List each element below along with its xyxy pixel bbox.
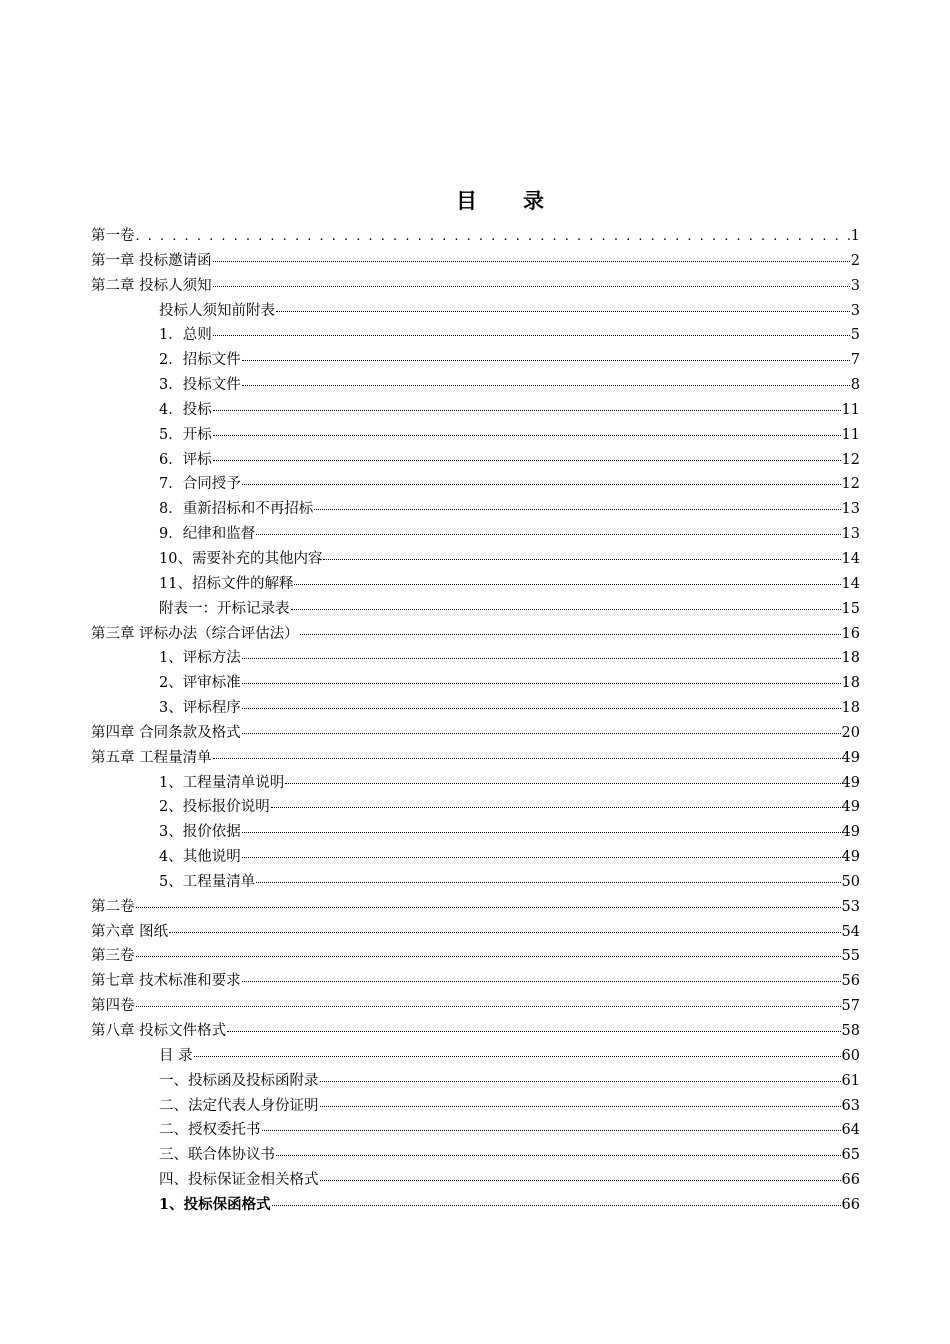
toc-dot-leader: [285, 783, 840, 784]
toc-entry-label: 第二卷: [91, 898, 135, 915]
toc-entry-label: 二、法定代表人身份证明: [159, 1097, 319, 1114]
toc-entry[interactable]: [91, 448, 860, 473]
toc-entry-label: 第八章 投标文件格式: [91, 1023, 227, 1039]
toc-entry-label: 1、投标保函格式: [159, 1195, 271, 1213]
toc-entry[interactable]: [91, 870, 860, 895]
toc-entry[interactable]: [91, 348, 860, 373]
toc-dot-leader: [320, 1180, 841, 1181]
toc-entry-label: 4、其他说明: [159, 849, 241, 866]
toc-dot-leader: [242, 857, 841, 858]
toc-entry-label: 3、报价依据: [159, 824, 241, 841]
toc-entry-label: 第一卷: [91, 228, 135, 244]
toc-dot-leader: [213, 261, 850, 262]
toc-entry[interactable]: [91, 994, 860, 1019]
toc-entry-label: 第三章 评标办法（综合评估法）: [91, 625, 299, 642]
toc-entry[interactable]: [91, 572, 860, 597]
toc-dot-leader: [194, 1056, 841, 1057]
toc-dot-leader: [272, 1205, 841, 1206]
toc-dot-leader: [136, 956, 841, 957]
toc-entry-label: 第二章 投标人须知: [91, 277, 212, 294]
toc-entry-label: 第三卷: [91, 948, 135, 965]
toc-dot-leader: [256, 882, 840, 883]
toc-dot-leader: [213, 335, 850, 336]
toc-entry-page-number: 1: [850, 228, 860, 244]
toc-dot-leader: [294, 584, 840, 585]
toc-entry-label: 3、评标程序: [159, 700, 241, 717]
toc-dot-leader: [242, 658, 841, 659]
toc-entry[interactable]: [91, 224, 860, 249]
toc-entry-label: 二、授权委托书: [159, 1122, 261, 1139]
toc-entry-page-number: 13: [841, 526, 860, 543]
toc-entry-page-number: 3: [850, 302, 860, 319]
toc-entry-page-number: 60: [841, 1047, 860, 1064]
toc-entry-page-number: 50: [841, 873, 860, 890]
toc-entry-page-number: 18: [841, 675, 860, 692]
toc-entry[interactable]: [91, 944, 860, 969]
toc-entry-label: 3．投标文件: [159, 377, 241, 394]
toc-entry-page-number: 49: [841, 824, 860, 841]
toc-entry[interactable]: [91, 746, 860, 771]
toc-entry-page-number: 66: [841, 1172, 860, 1189]
toc-dot-leader: [291, 609, 841, 610]
toc-dot-leader: [213, 286, 850, 287]
toc-entry-page-number: 5: [850, 327, 860, 344]
toc-entry[interactable]: [91, 398, 860, 423]
toc-entry-page-number: 12: [841, 451, 860, 468]
toc-dot-leader: [227, 1031, 840, 1032]
page-title: [0, 185, 950, 215]
toc-entry-label: 第五章 工程量清单: [91, 749, 212, 766]
toc-entry[interactable]: [91, 920, 860, 945]
toc-dot-leader: [136, 225, 850, 250]
toc-entry-page-number: 8: [850, 377, 860, 394]
toc-entry-label: 2、投标报价说明: [159, 799, 270, 816]
toc-entry[interactable]: [91, 1094, 860, 1119]
toc-entry-page-number: 15: [841, 600, 860, 617]
toc-entry-label: 8．重新招标和不再招标: [159, 501, 314, 518]
toc-entry-page-number: 12: [841, 476, 860, 493]
toc-entry-label: 三、联合体协议书: [159, 1147, 275, 1164]
toc-entry[interactable]: [91, 497, 860, 522]
toc-entry-page-number: 49: [841, 749, 860, 766]
toc-dot-leader: [271, 807, 841, 808]
toc-dot-leader: [320, 1081, 841, 1082]
toc-entry-page-number: 13: [841, 501, 860, 518]
toc-entry-page-number: 65: [841, 1147, 860, 1164]
toc-entry-page-number: 11: [841, 401, 860, 418]
table-of-contents: [91, 224, 860, 1218]
toc-dot-leader: [136, 907, 841, 908]
toc-entry-page-number: 57: [841, 998, 860, 1015]
toc-entry-label: 第一章 投标邀请函: [91, 252, 212, 269]
title-char-2: 录: [523, 189, 544, 213]
toc-dot-leader: [242, 385, 850, 386]
toc-entry[interactable]: [91, 547, 860, 572]
toc-entry-page-number: 49: [841, 774, 860, 791]
toc-entry[interactable]: [91, 895, 860, 920]
toc-entry-label: 附表一：开标记录表: [159, 600, 290, 617]
toc-dot-leader: [320, 1106, 841, 1107]
toc-entry[interactable]: [91, 1069, 860, 1094]
toc-entry-label: 第七章 技术标准和要求: [91, 973, 241, 990]
toc-entry-page-number: 61: [841, 1072, 860, 1089]
toc-entry-label: 第四卷: [91, 998, 135, 1015]
toc-entry[interactable]: [91, 1118, 860, 1143]
title-char-1: 目: [456, 189, 477, 213]
toc-entry-page-number: 56: [841, 973, 860, 990]
toc-entry-page-number: 53: [841, 898, 860, 915]
toc-entry-page-number: 20: [841, 724, 860, 741]
toc-entry-page-number: 7: [850, 352, 860, 369]
toc-dot-leader: [276, 311, 850, 312]
toc-entry-label: 1、工程量清单说明: [159, 774, 285, 791]
toc-entry-page-number: 14: [841, 575, 860, 592]
toc-dot-leader: [169, 932, 840, 933]
toc-entry[interactable]: [91, 323, 860, 348]
toc-dot-leader: [242, 683, 841, 684]
toc-entry-page-number: 11: [841, 426, 860, 443]
toc-entry-label: 11、招标文件的解释: [159, 575, 294, 592]
toc-entry-page-number: 54: [841, 923, 860, 940]
toc-entry-label: 四、投标保证金相关格式: [159, 1172, 319, 1189]
toc-entry[interactable]: [91, 845, 860, 870]
toc-dot-leader: [242, 360, 850, 361]
toc-entry-label: 9．纪律和监督: [159, 526, 256, 543]
toc-dot-leader: [213, 758, 841, 759]
toc-entry-page-number: 18: [841, 650, 860, 667]
toc-entry[interactable]: [91, 423, 860, 448]
toc-entry-label: 一、投标函及投标函附录: [159, 1072, 319, 1089]
toc-entry[interactable]: [91, 373, 860, 398]
toc-dot-leader: [213, 410, 841, 411]
toc-dot-leader: [136, 1006, 841, 1007]
toc-entry-page-number: 63: [841, 1097, 860, 1114]
toc-dot-leader: [213, 435, 841, 436]
toc-entry-label: 1．总则: [159, 327, 212, 344]
toc-dot-leader: [276, 1155, 841, 1156]
toc-entry-label: 第六章 图纸: [91, 923, 169, 940]
toc-dot-leader: [314, 509, 840, 510]
toc-entry-label: 5、工程量清单: [159, 873, 256, 890]
toc-entry-label: 7．合同授予: [159, 476, 241, 493]
toc-entry[interactable]: [91, 472, 860, 497]
toc-entry[interactable]: [91, 820, 860, 845]
toc-entry[interactable]: [91, 249, 860, 274]
toc-dot-leader: [213, 460, 841, 461]
toc-entry-page-number: 49: [841, 849, 860, 866]
toc-entry-label: 4．投标: [159, 401, 212, 418]
toc-entry[interactable]: [91, 721, 860, 746]
toc-entry-page-number: 66: [841, 1196, 860, 1213]
toc-entry-label: 1、评标方法: [159, 650, 241, 667]
toc-entry[interactable]: [91, 771, 860, 796]
toc-entry-label: 10、需要补充的其他内容: [159, 550, 323, 567]
toc-entry-label: 第四章 合同条款及格式: [91, 724, 241, 741]
toc-entry[interactable]: [91, 1143, 860, 1168]
toc-entry[interactable]: [91, 522, 860, 547]
toc-entry-label: 目 录: [159, 1047, 193, 1064]
toc-entry[interactable]: [91, 969, 860, 994]
toc-dot-leader: [262, 1130, 841, 1131]
toc-entry[interactable]: [91, 1193, 860, 1218]
toc-dot-leader: [256, 534, 840, 535]
toc-entry-page-number: 58: [841, 1023, 860, 1039]
toc-entry-page-number: 55: [841, 948, 860, 965]
toc-entry-label: 5．开标: [159, 426, 212, 443]
toc-entry[interactable]: [91, 795, 860, 820]
toc-entry[interactable]: [91, 622, 860, 647]
toc-entry[interactable]: [91, 696, 860, 721]
toc-entry-page-number: 49: [841, 799, 860, 816]
toc-dot-leader: [242, 981, 841, 982]
toc-dot-leader: [242, 484, 841, 485]
toc-entry[interactable]: [91, 274, 860, 299]
toc-entry-label: 投标人须知前附表: [159, 302, 275, 319]
toc-entry[interactable]: [91, 299, 860, 324]
toc-entry-page-number: 64: [841, 1122, 860, 1139]
toc-entry-label: 2．招标文件: [159, 352, 241, 369]
toc-entry-page-number: 16: [841, 625, 860, 642]
toc-entry[interactable]: [91, 1019, 860, 1044]
toc-dot-leader: [242, 733, 841, 734]
toc-entry-page-number: 3: [850, 277, 860, 294]
toc-entry[interactable]: [91, 1168, 860, 1193]
toc-dot-leader: [242, 708, 841, 709]
toc-entry-label: 6．评标: [159, 451, 212, 468]
toc-entry[interactable]: [91, 671, 860, 696]
toc-dot-leader: [323, 559, 840, 560]
toc-entry-page-number: 2: [850, 252, 860, 269]
toc-dot-leader: [242, 832, 841, 833]
toc-entry-page-number: 14: [841, 550, 860, 567]
toc-entry-page-number: 18: [841, 700, 860, 717]
toc-entry[interactable]: [91, 597, 860, 622]
toc-entry-label: 2、评审标准: [159, 675, 241, 692]
toc-entry[interactable]: [91, 1044, 860, 1069]
toc-dot-leader: [300, 634, 841, 635]
toc-entry[interactable]: [91, 646, 860, 671]
